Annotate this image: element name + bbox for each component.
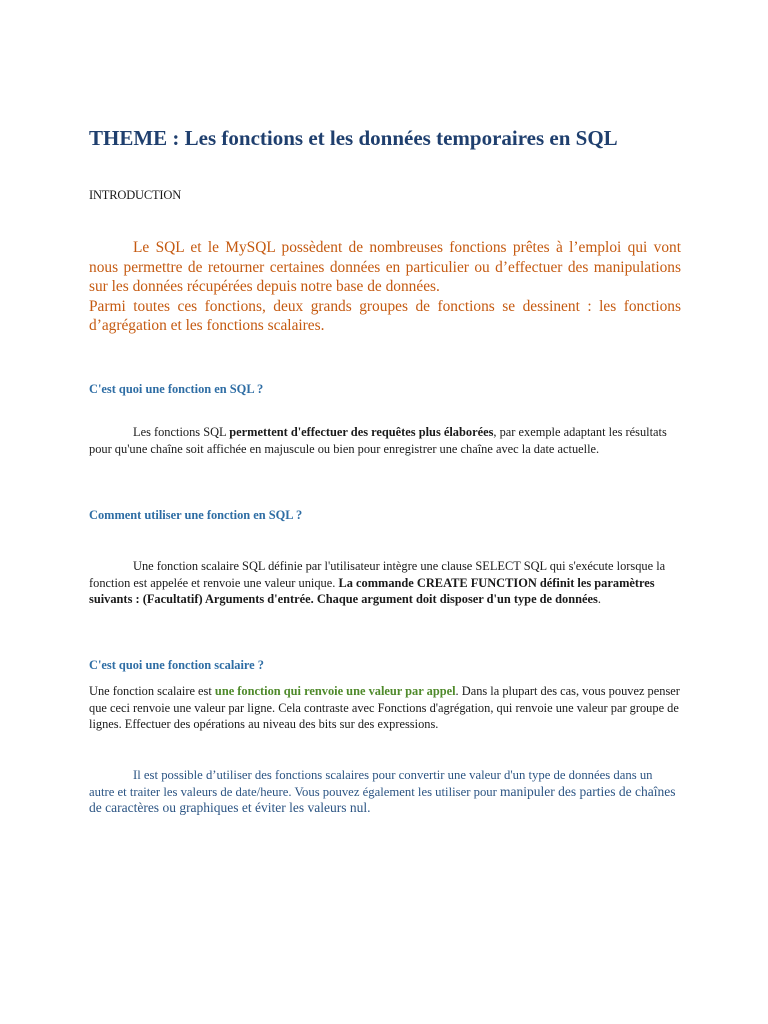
section2-text-before: Une fonction scalaire SQL définie par l'utilisateur intègre une clause SELECT SQL qui s'exécute lorsque la fonction est appelée et renvoie une valeur unique. xyxy=(89,559,666,590)
section3-text-after: . Dans la plupart des cas, vous pouvez penser que ceci renvoie une valeur par ligne. Cela contraste avec Fonctions d'agrégation, qui renvoie une valeur par groupe de lignes. Effectuer des opérations au niveau des bits sur des expressions. xyxy=(89,684,680,732)
section1-heading: C'est quoi une fonction en SQL ? xyxy=(89,382,264,396)
section3-heading: C'est quoi une fonction scalaire ? xyxy=(89,658,264,672)
section3-paragraph2 xyxy=(89,767,681,817)
intro-paragraph xyxy=(89,238,681,336)
section3-text-before: Une fonction scalaire est xyxy=(89,684,215,698)
document-title: THEME : Les fonctions et les données temporaires en SQL xyxy=(89,126,618,150)
section2-heading: Comment utiliser une fonction en SQL ? xyxy=(89,508,303,522)
section1-text-after: , par exemple adaptant les résultats pour qu'une chaîne soit affichée en majuscule ou bien pour enregistrer une chaîne avec la date actuelle. xyxy=(89,425,667,456)
section2-text-bold: La commande CREATE FUNCTION définit les paramètres suivants : (Facultatif) Arguments d'entrée. Chaque argument doit disposer d'un type de données xyxy=(89,575,655,607)
section1-text-before: Les fonctions SQL xyxy=(133,425,230,439)
section1-paragraph xyxy=(89,424,681,457)
section3-para2-main: Il est possible d’utiliser des fonctions scalaires pour convertir une valeur d'un type de données dans un autre et traiter les valeurs de date/heure. Vous pouvez également les utiliser pour xyxy=(89,768,653,799)
section2-text-after: . xyxy=(597,592,601,607)
section2-paragraph xyxy=(89,558,681,608)
intro-label: INTRODUCTION xyxy=(89,188,182,202)
intro-line1: Le SQL et le MySQL possèdent de nombreuses fonctions prêtes à l’emploi qui vont nous permettre de retourner certaines données en particulier ou d’effectuer des manipulations sur les données récupérées depuis notre base de données. xyxy=(89,239,681,296)
section3-para2-last: manipuler des parties de chaînes de caractères ou graphiques et éviter les valeurs nul. xyxy=(89,783,676,816)
section3-paragraph xyxy=(89,683,681,733)
section1-text-bold: permettent d'effectuer des requêtes plus élaborées xyxy=(229,425,494,439)
section3-text-green: une fonction qui renvoie une valeur par appel xyxy=(214,684,456,698)
intro-line2: Parmi toutes ces fonctions, deux grands groupes de fonctions se dessinent : les fonctions d’agrégation et les fonctions scalaires. xyxy=(89,297,681,335)
